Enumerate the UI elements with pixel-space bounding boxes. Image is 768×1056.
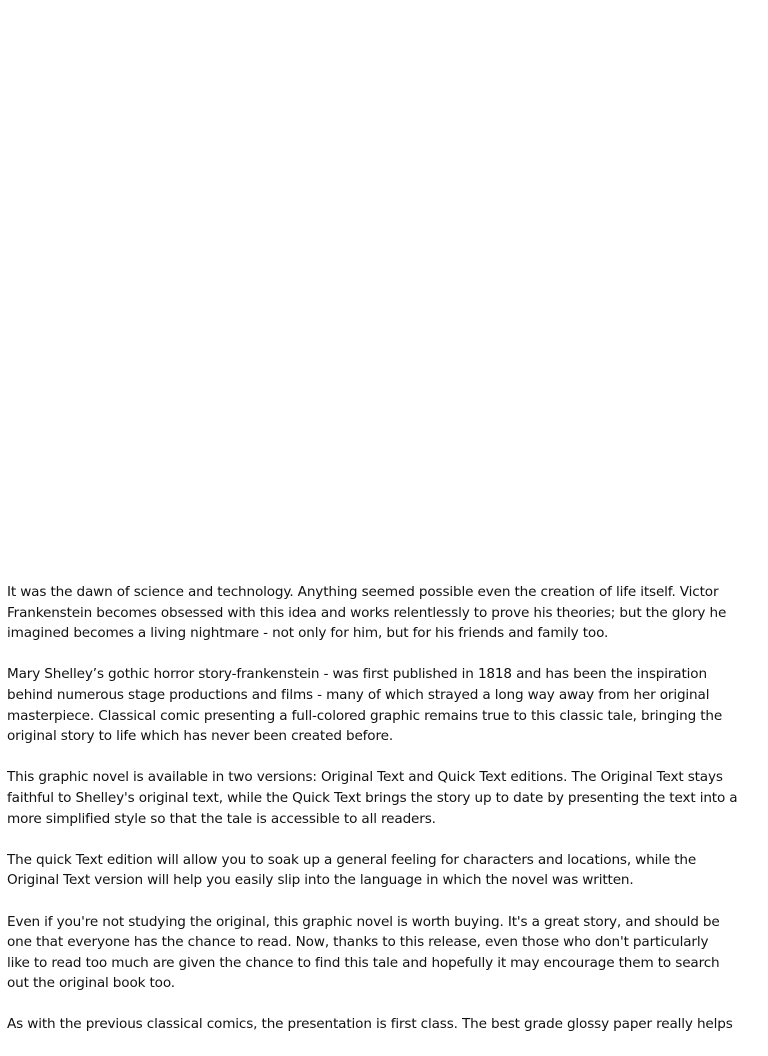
paragraph-line: original story to life which has never been created before. — [7, 728, 393, 745]
paragraph-line: one that everyone has the chance to read. Now, thanks to this release, even those who don't particularly — [7, 934, 709, 951]
paragraph-line: Even if you're not studying the original, this graphic novel is worth buying. It's a great story, and should be — [7, 913, 720, 930]
paragraph-line: Frankenstein becomes obsessed with this idea and works relentlessly to prove his theories; but the glory he — [7, 604, 727, 621]
paragraph-6 — [7, 1014, 763, 1035]
paragraph-line: like to read too much are given the chance to find this tale and hopefully it may encourage them to search — [7, 954, 720, 971]
paragraph-line: As with the previous classical comics, the presentation is first class. The best grade glossy paper really helps — [7, 1016, 733, 1033]
paragraph-2 — [7, 664, 763, 746]
paragraph-line: Original Text version will help you easily slip into the language in which the novel was written. — [7, 872, 634, 889]
paragraph-line: masterpiece. Classical comic presenting a full-colored graphic remains true to this classic tale, bringing the — [7, 707, 723, 724]
paragraph-line: The quick Text edition will allow you to soak up a general feeling for characters and locations, while the — [7, 851, 697, 868]
paragraph-line: It was the dawn of science and technology. Anything seemed possible even the creation of life itself. Victor — [7, 584, 719, 600]
document-body — [7, 582, 763, 1056]
paragraph-line: behind numerous stage productions and films - many of which strayed a long way away from her original — [7, 686, 710, 703]
paragraph-line: more simplified style so that the tale is accessible to all readers. — [7, 810, 436, 827]
paragraph-4 — [7, 850, 763, 891]
paragraph-5 — [7, 912, 763, 994]
paragraph-line: faithful to Shelley's original text, while the Quick Text brings the story up to date by presenting the text into a — [7, 789, 738, 806]
paragraph-line: Mary Shelley’s gothic horror story-frankenstein - was first published in 1818 and has been the inspiration — [7, 666, 707, 683]
paragraph-line: This graphic novel is available in two versions: Original Text and Quick Text editions. The Original Text stays — [7, 769, 723, 786]
paragraph-line: imagined becomes a living nightmare - not only for him, but for his friends and family too. — [7, 625, 609, 642]
paragraph-3 — [7, 767, 763, 829]
paragraph-1 — [7, 582, 763, 644]
paragraph-line: out the original book too. — [7, 975, 175, 992]
